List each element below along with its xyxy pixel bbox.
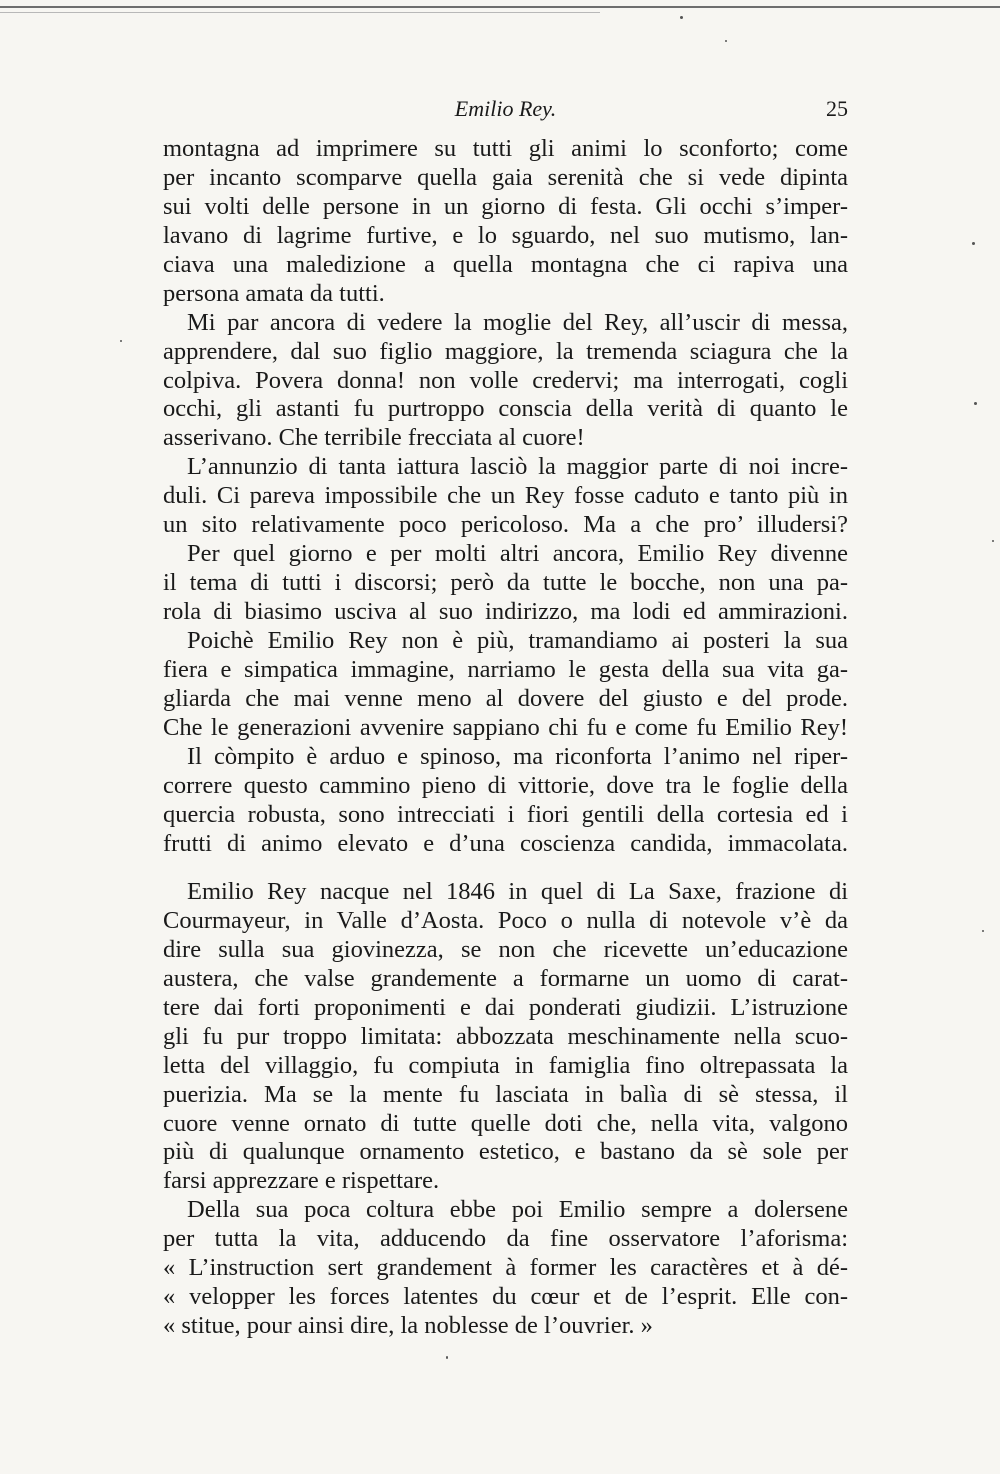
text-line: Courmayeur, in Valle d’Aosta. Poco o nulla di notevole v’è da	[163, 906, 848, 934]
text-line: apprendere, dal suo figlio maggiore, la tremenda sciagura che la	[163, 337, 848, 365]
text-line: Della sua poca coltura ebbe poi Emilio sempre a dolersene	[187, 1196, 848, 1224]
text-line: Per quel giorno e per molti altri ancora, Emilio Rey divenne	[187, 540, 848, 568]
text-line: colpiva. Povera donna! non volle credervi; ma interrogati, cogli	[163, 366, 848, 394]
text-line: Mi par ancora di vedere la moglie del Rey, all’uscir di messa,	[187, 308, 848, 336]
text-line: lavano di lagrime furtive, e lo sguardo, nel suo mutismo, lan-	[163, 221, 848, 249]
text-line: frutti di animo elevato e d’una coscienza candida, immacolata.	[163, 829, 848, 857]
text-line: farsi apprezzare e rispettare.	[163, 1167, 440, 1195]
text-section-1	[163, 135, 848, 858]
text-line: per tutta la vita, adducendo da fine osservatore l’aforisma:	[163, 1225, 848, 1253]
text-line: dire sulla sua giovinezza, se non che ricevette un’educazione	[163, 935, 848, 963]
scan-edge-line	[0, 6, 1000, 8]
text-line: il tema di tutti i discorsi; però da tutte le bocche, non una pa-	[163, 569, 848, 597]
text-line: gli fu pur troppo limitata: abbozzata meschinamente nella scuo-	[163, 1022, 848, 1050]
scan-edge-line-faint	[0, 12, 600, 13]
scan-speck	[725, 40, 727, 42]
text-line: persona amata da tutti.	[163, 279, 385, 307]
scan-speck	[974, 402, 977, 405]
running-title: Emilio Rey.	[454, 96, 557, 121]
scan-speck	[982, 930, 984, 932]
text-line: per incanto scomparve quella gaia serenità che si vede dipinta	[163, 163, 848, 191]
text-line: « stitue, pour ainsi dire, la noblesse de l’ouvrier. »	[163, 1312, 653, 1340]
text-line: Che le generazioni avvenire sappiano chi fu e come fu Emilio Rey!	[163, 713, 848, 741]
text-line: letta del villaggio, fu compiuta in famiglia fino oltrepassata la	[163, 1051, 848, 1079]
text-line: Emilio Rey nacque nel 1846 in quel di La Saxe, frazione di	[187, 878, 848, 905]
page-number: 25	[826, 96, 848, 121]
text-line: fiera e simpatica immagine, narriamo le gesta della sua vita ga-	[163, 655, 848, 683]
text-line: montagna ad imprimere su tutti gli animi lo sconforto; come	[163, 135, 848, 162]
text-line: L’annunzio di tanta iattura lasciò la maggior parte di noi incre-	[187, 453, 848, 481]
scan-speck	[992, 540, 994, 542]
text-line: rola di biasimo usciva al suo indirizzo, ma lodi ed ammirazioni.	[163, 598, 848, 625]
text-line: quercia robusta, sono intrecciati i fiori gentili della cortesia ed i	[163, 800, 848, 828]
scan-speck	[446, 1356, 448, 1359]
text-line: austera, che valse grandemente a formarne un uomo di carat-	[163, 964, 848, 992]
text-line: tere dai forti proponimenti e dai ponderati giudizii. L’istruzione	[163, 993, 848, 1021]
text-line: più di qualunque ornamento estetico, e bastano da sè sole per	[163, 1138, 848, 1166]
text-line: asserivano. Che terribile frecciata al cuore!	[163, 424, 585, 452]
text-line: occhi, gli astanti fu purtroppo conscia della verità di quanto le	[163, 395, 848, 423]
text-line: Poichè Emilio Rey non è più, tramandiamo ai posteri la sua	[187, 626, 848, 654]
text-line: un sito relativamente poco pericoloso. Ma a che pro’ illudersi?	[163, 511, 848, 539]
scan-speck	[972, 242, 975, 245]
text-line: sui volti delle persone in un giorno di festa. Gli occhi s’imper-	[163, 192, 848, 220]
text-line: « velopper les forces latentes du cœur et de l’esprit. Elle con-	[163, 1283, 848, 1311]
text-line: « L’instruction sert grandement à former les caractères et à dé-	[163, 1254, 848, 1282]
text-section-2	[163, 878, 848, 1341]
text-line: ciava una maledizione a quella montagna che ci rapiva una	[163, 250, 848, 278]
scan-speck	[120, 340, 122, 342]
text-line: correre questo cammino pieno di vittorie, dove tra le foglie della	[163, 771, 848, 799]
page-header	[163, 96, 848, 130]
text-line: cuore venne ornato di tutte quelle doti che, nella vita, valgono	[163, 1109, 848, 1137]
text-line: gliarda che mai venne meno al dovere del giusto e del prode.	[163, 684, 848, 712]
text-line: duli. Ci pareva impossibile che un Rey fosse caduto e tanto più in	[163, 482, 848, 510]
text-line: puerizia. Ma se la mente fu lasciata in balìa di sè stessa, il	[163, 1080, 848, 1108]
scan-speck	[680, 16, 683, 19]
text-line: Il còmpito è arduo e spinoso, ma riconforta l’animo nel riper-	[187, 742, 848, 770]
